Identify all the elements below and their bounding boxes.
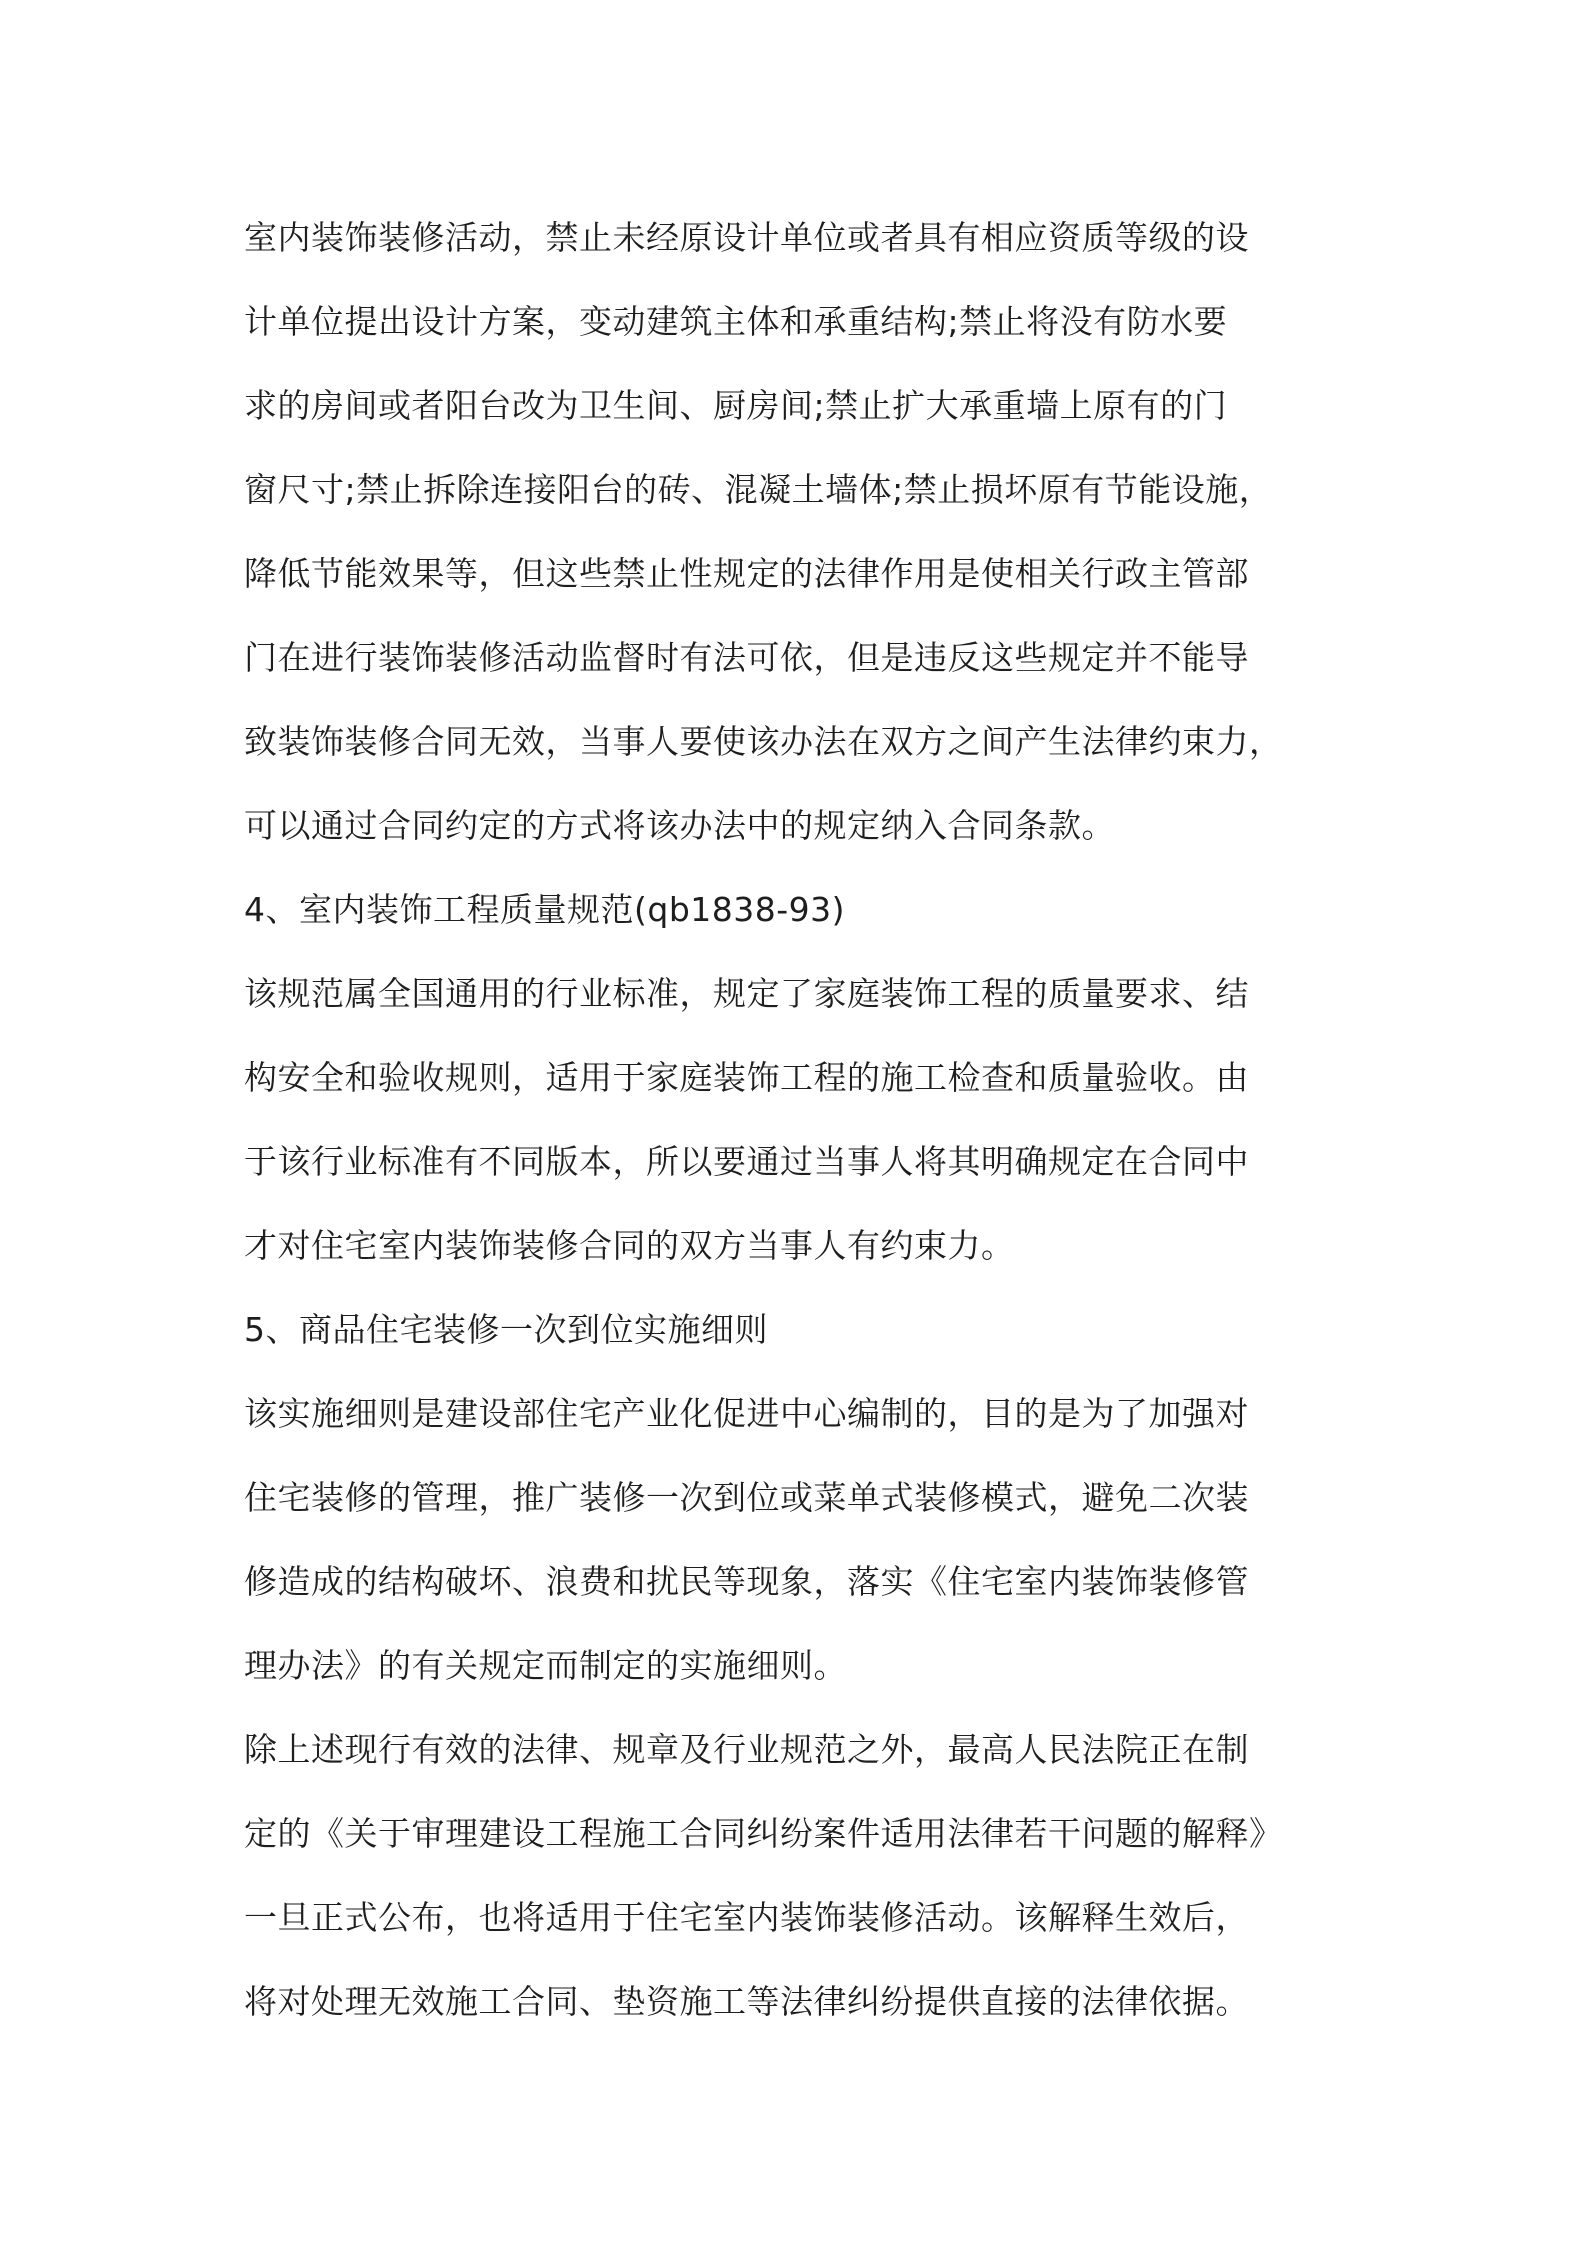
- text-line: 定的《关于审理建设工程施工合同纠纷案件适用法律若干问题的解释》: [244, 1814, 1283, 1853]
- text-line: 修造成的结构破坏、浪费和扰民等现象，落实《住宅室内装饰装修管: [244, 1562, 1249, 1601]
- text-line: 一旦正式公布，也将适用于住宅室内装饰装修活动。该解释生效后，: [244, 1898, 1249, 1937]
- section-heading: 4、室内装饰工程质量规范(qb1838-93): [244, 890, 846, 929]
- section-heading: 5、商品住宅装修一次到位实施细则: [244, 1310, 768, 1349]
- text-line: 除上述现行有效的法律、规章及行业规范之外，最高人民法院正在制: [244, 1730, 1249, 1769]
- text-line: 该实施细则是建设部住宅产业化促进中心编制的，目的是为了加强对: [244, 1394, 1249, 1433]
- text-line: 可以通过合同约定的方式将该办法中的规定纳入合同条款。: [244, 806, 1115, 845]
- text-line: 窗尺寸;禁止拆除连接阳台的砖、混凝土墙体;禁止损坏原有节能设施，: [244, 470, 1273, 509]
- text-line: 室内装饰装修活动，禁止未经原设计单位或者具有相应资质等级的设: [244, 218, 1249, 257]
- text-line: 该规范属全国通用的行业标准，规定了家庭装饰工程的质量要求、结: [244, 974, 1249, 1013]
- text-line: 理办法》的有关规定而制定的实施细则。: [244, 1646, 847, 1685]
- text-line: 于该行业标准有不同版本，所以要通过当事人将其明确规定在合同中: [244, 1142, 1249, 1181]
- text-line: 致装饰装修合同无效，当事人要使该办法在双方之间产生法律约束力，: [244, 722, 1283, 761]
- text-line: 构安全和验收规则，适用于家庭装饰工程的施工检查和质量验收。由: [244, 1058, 1249, 1097]
- text-line: 将对处理无效施工合同、垫资施工等法律纠纷提供直接的法律依据。: [244, 1982, 1249, 2021]
- text-line: 计单位提出设计方案，变动建筑主体和承重结构;禁止将没有防水要: [244, 302, 1228, 341]
- text-line: 降低节能效果等，但这些禁止性规定的法律作用是使相关行政主管部: [244, 554, 1249, 593]
- text-line: 门在进行装饰装修活动监督时有法可依，但是违反这些规定并不能导: [244, 638, 1249, 677]
- text-line: 求的房间或者阳台改为卫生间、厨房间;禁止扩大承重墙上原有的门: [244, 386, 1228, 425]
- text-line: 住宅装修的管理，推广装修一次到位或菜单式装修模式，避免二次装: [244, 1478, 1249, 1517]
- document-body: [244, 196, 1364, 2044]
- text-line: 才对住宅室内装饰装修合同的双方当事人有约束力。: [244, 1226, 1015, 1265]
